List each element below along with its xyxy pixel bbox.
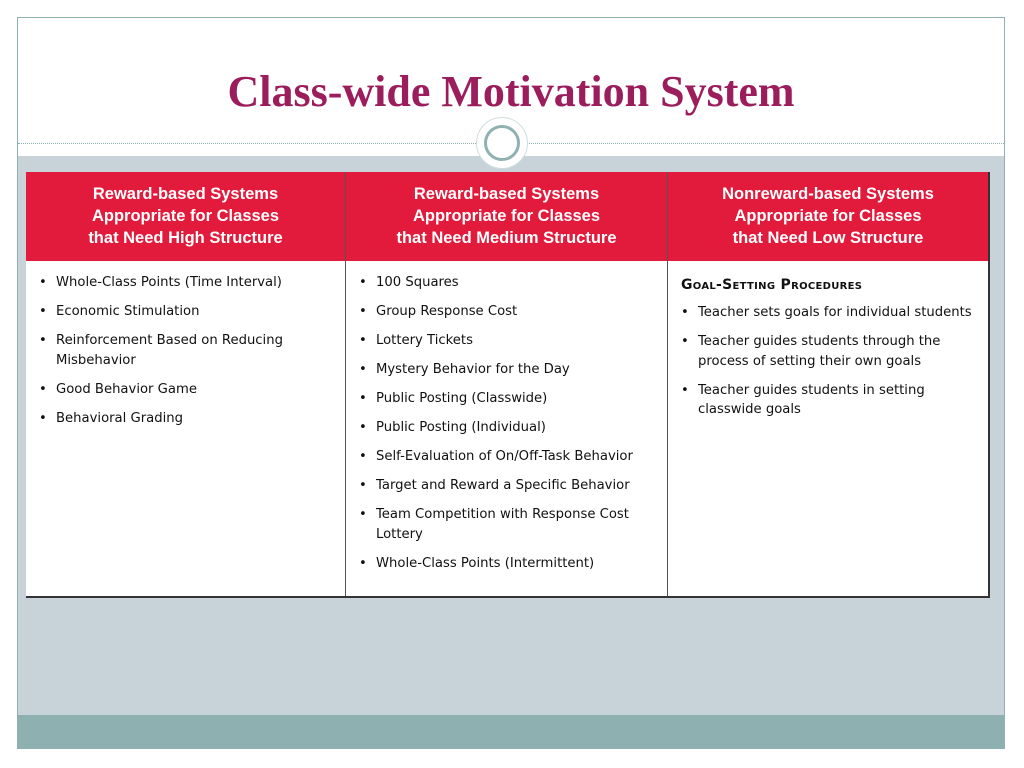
slide-title: Class-wide Motivation System bbox=[227, 67, 795, 116]
motivation-systems-table bbox=[26, 172, 990, 598]
list-item: • Teacher guides students through the process of setting their own goals bbox=[680, 332, 980, 371]
column-header bbox=[346, 172, 667, 261]
item-list bbox=[680, 303, 980, 420]
list-item: • Public Posting (Classwide) bbox=[358, 389, 659, 409]
header-line: Nonreward-based Systems bbox=[722, 185, 934, 203]
item-list bbox=[358, 273, 659, 573]
list-item: • Mystery Behavior for the Day bbox=[358, 360, 659, 380]
column-medium-structure bbox=[346, 172, 668, 596]
section-heading: Goal-Setting Procedures bbox=[681, 277, 863, 293]
header-line: Appropriate for Classes bbox=[734, 207, 922, 225]
list-item: • Behavioral Grading bbox=[38, 409, 337, 429]
list-item: • Group Response Cost bbox=[358, 302, 659, 322]
column-body bbox=[346, 261, 667, 573]
list-item: • Economic Stimulation bbox=[38, 302, 337, 322]
divider-ring-icon bbox=[484, 125, 520, 161]
list-item: • Team Competition with Response Cost Lottery bbox=[358, 505, 659, 544]
item-list bbox=[38, 273, 337, 428]
list-item: • Teacher sets goals for individual students bbox=[680, 303, 980, 323]
column-header bbox=[668, 172, 988, 261]
header-line: that Need High Structure bbox=[88, 229, 283, 247]
header-line: that Need Low Structure bbox=[732, 229, 924, 247]
list-item: • Whole-Class Points (Intermittent) bbox=[358, 554, 659, 574]
list-item: • Teacher guides students in setting classwide goals bbox=[680, 381, 980, 420]
list-item: • 100 Squares bbox=[358, 273, 659, 293]
header-line: Reward-based Systems bbox=[413, 185, 600, 203]
list-item: • Public Posting (Individual) bbox=[358, 418, 659, 438]
column-body bbox=[668, 261, 988, 420]
column-low-structure bbox=[668, 172, 988, 596]
list-item: • Lottery Tickets bbox=[358, 331, 659, 351]
column-header bbox=[26, 172, 345, 261]
header-line: that Need Medium Structure bbox=[396, 229, 617, 247]
header-line: Appropriate for Classes bbox=[91, 207, 280, 225]
footer-band bbox=[18, 715, 1004, 749]
column-body bbox=[26, 261, 345, 428]
list-item: • Reinforcement Based on Reducing Misbehavior bbox=[38, 331, 337, 370]
header-line: Reward-based Systems bbox=[92, 185, 279, 203]
list-item: • Self-Evaluation of On/Off-Task Behavior bbox=[358, 447, 659, 467]
list-item: • Target and Reward a Specific Behavior bbox=[358, 476, 659, 496]
column-high-structure bbox=[26, 172, 346, 596]
list-item: • Whole-Class Points (Time Interval) bbox=[38, 273, 337, 293]
header-line: Appropriate for Classes bbox=[412, 207, 601, 225]
list-item: • Good Behavior Game bbox=[38, 380, 337, 400]
